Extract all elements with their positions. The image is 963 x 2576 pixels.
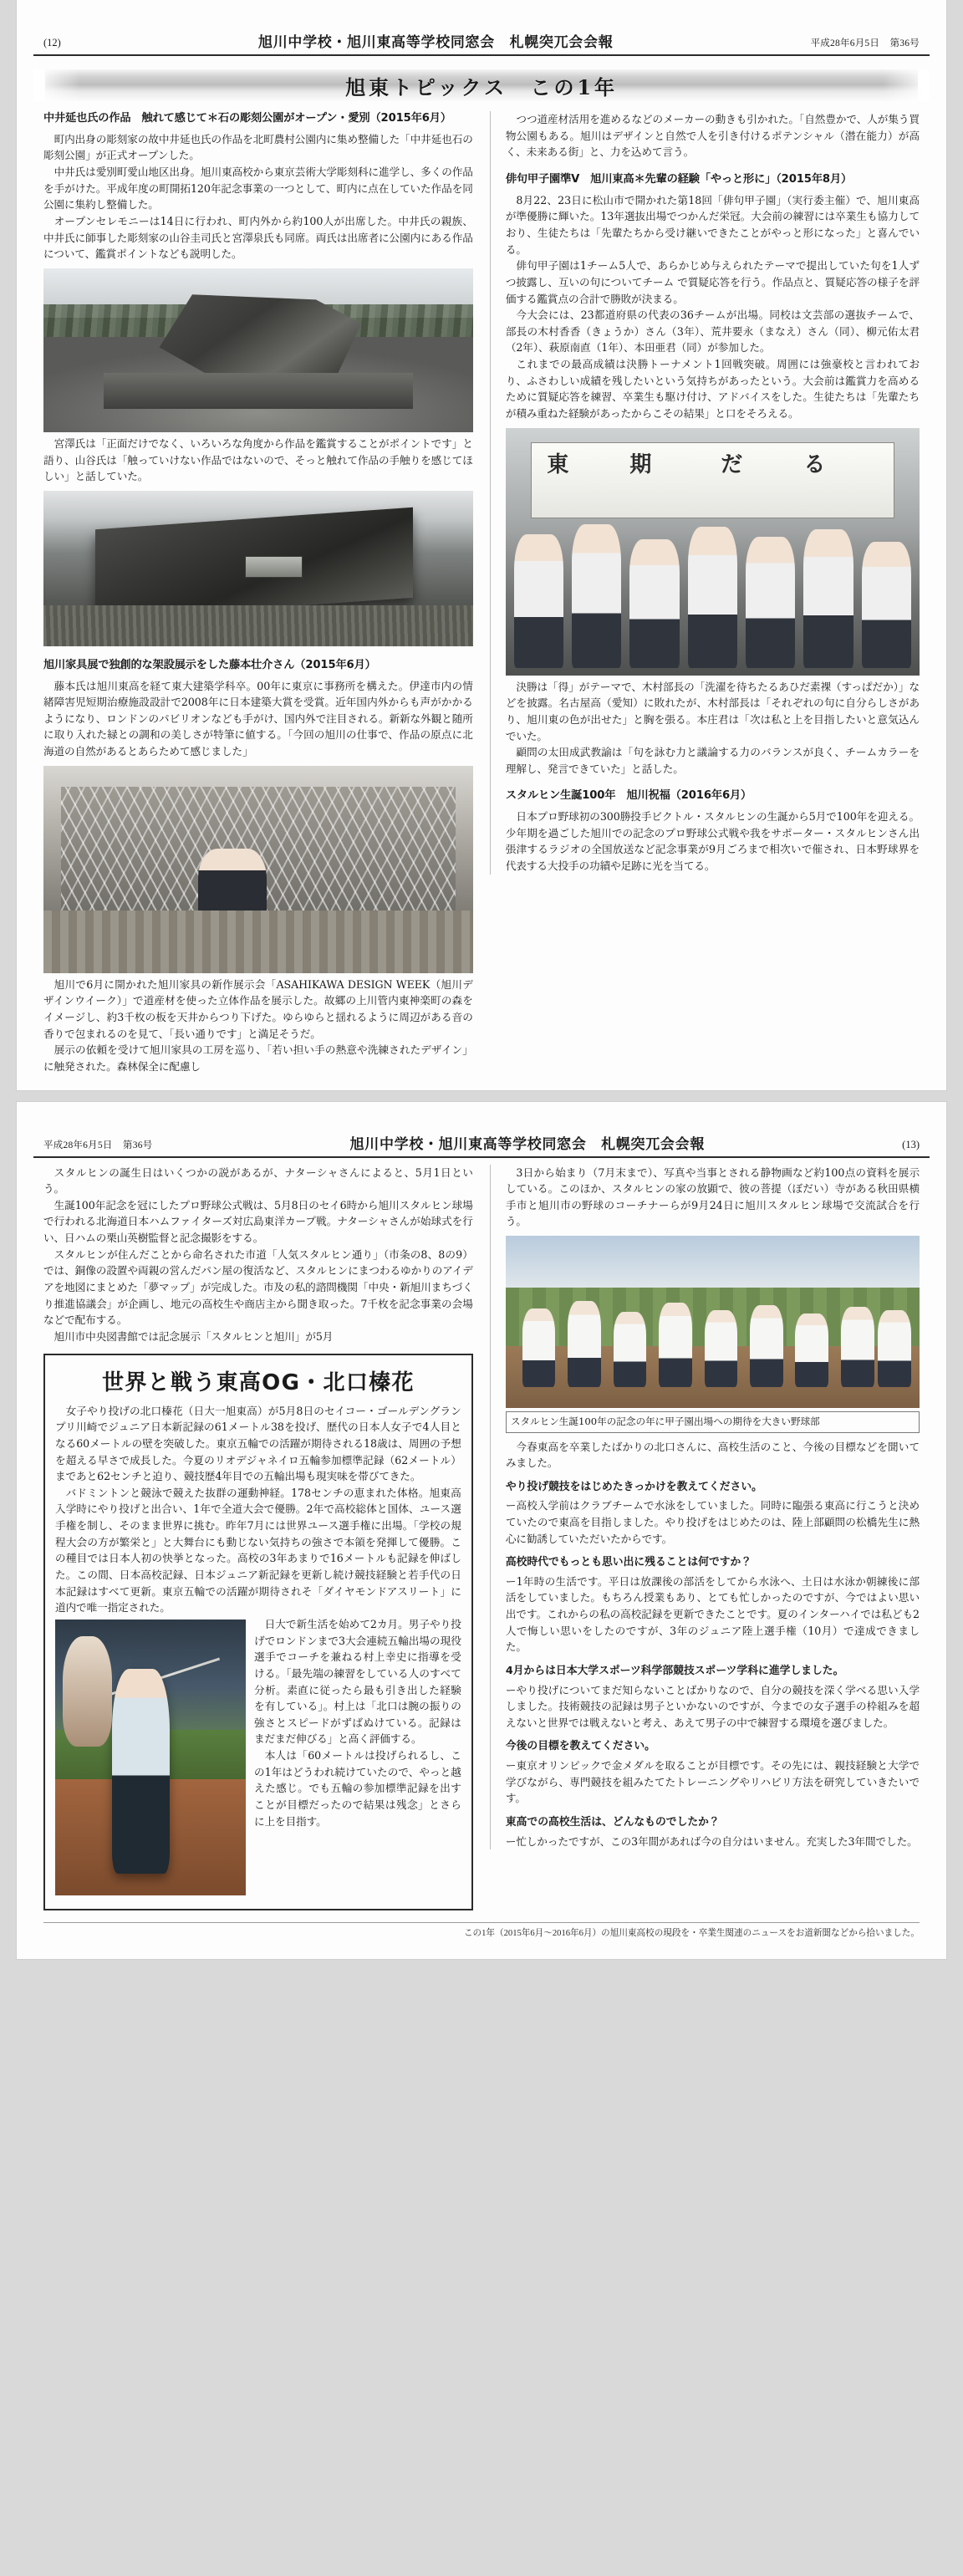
photo-player xyxy=(750,1305,783,1388)
issue-number: 第36号 xyxy=(123,1140,153,1150)
running-head-page-13 xyxy=(33,1114,930,1158)
article-heading-fujimoto: 旭川家具展で独創的な架設展示をした藤本壮介さん（2015年6月） xyxy=(43,658,376,671)
issue-info-right xyxy=(811,36,920,51)
article-paragraph: 旭川で6月に開かれた旭川家具の新作展示会「ASAHIKAWA DESIGN WEEK（旭川デザインウイーク）」で道産材を使った立体作品を展示した。故郷の上川管内東神楽町の森をイメージし、約3千枚の板を天井からつり下げた。ゆらゆらと揺れるように周辺がある音の香りで包まれるのを見て、「長い通りです」と満足そうだ。 xyxy=(43,977,473,1040)
photo-player xyxy=(614,1312,647,1388)
photo-pedestal xyxy=(104,373,413,409)
article-paragraph: 藤本氏は旭川東高を経て東大建築学科卒。00年に東京に事務所を構えた。伊達市内の情緒障害児短期治療施設設計で2008年に日本建築大賞を受賞。近年国内外からも声がかかるようになり、ロンドンのパビリオンなども手がけ、国内外で注目される。新新な外観と随所に取り入れた緑との調和の美しさが特筆に値する。「今回の旭川の仕事で、作品の原点に北海道の自然があるとあらためて感じました」 xyxy=(43,679,473,758)
photo-player xyxy=(878,1310,911,1388)
article-paragraph: つつ道産材活用を進めるなどのメーカーの動きも引かれた。「自然豊かで、人が集う買物公園もある。旭川はデザインと自然で人を引き付けるポテンシャル（潜在能力）が高く、未来ある街」と、力を込めて言う。 xyxy=(505,113,920,159)
feature-paragraph: 本人は「60メートルは投げられるし、この1年はどうわれ続けていたので、やっと越えた感じ。でも五輪の参加標準記録を出すことが目標だったので結果は残念」とさらに上を目指す。 xyxy=(254,1749,461,1828)
photo-student xyxy=(572,524,621,668)
article-heading-starffin: スタルヒン生誕100年 旭川祝福（2016年6月） xyxy=(505,789,752,803)
interview-answer: ー忙しかったですが、この3年間があれば今の自分はいません。充実した3年間でした。 xyxy=(505,1834,918,1848)
photo-player xyxy=(705,1310,738,1388)
page-12-left-column xyxy=(43,111,473,1075)
interview-answer: ー1年時の生活です。平日は放課後の部活をしてから水泳へ、土日は水泳か朝練後に部活をしていました。もちろん授業もあり、とても忙しかったのですが、今ではよい思い出です。これからの私の高校記録を更新できたことです。夏のインターハイでは私ども2人で悔しい思いをしたのですが、3年のジュニア陸上選手権（10月）で達成できました。 xyxy=(505,1574,920,1654)
photo-inner xyxy=(55,1620,246,1895)
photo-student xyxy=(688,527,737,668)
photo-inner xyxy=(43,268,473,432)
page-number-left: (12) xyxy=(43,37,61,48)
feature-paragraph: 女子やり投げの北口榛花（日大一旭東高）が5月8日のセイコー・ゴールデングランプリ川崎でジュニア日本新記録の61メートル38を投げ、歴代の日本人女子で4人目となる60メートルの壁を突破した。東京五輪での活躍が期待される18歳は、周囲の予想を超える早さで成長した。今夏のリオデジャネイロ五輪参加標準記録（62メートル）まであと62センチと迫り、競技歴4年目での五輪出場も現実味を帯びてきた。 xyxy=(55,1404,461,1483)
interview-question: やり投げ競技をはじめたきっかけを教えてください。 xyxy=(505,1480,762,1493)
article-paragraph: 町内出身の彫刻家の故中井延也氏の作品を北町農村公園内に集め整備した「中井延也石の彫刻公園」が正式オープンした。 xyxy=(43,132,473,162)
photo-kanji-glyph: る xyxy=(803,452,826,478)
photo-sculpture xyxy=(155,294,362,380)
page-13-left-column xyxy=(43,1165,473,1910)
page-12-columns xyxy=(33,106,930,1075)
photo-ground xyxy=(43,605,473,645)
article-paragraph: 中井氏は愛別町愛山地区出身。旭川東高校から東京芸術大学彫刻科に進学し、多くの作品を手がけた。平成年度の町開拓120年記念事業の一つとして、町内に点在していた作品を同公園に集約し整備した。 xyxy=(43,166,473,212)
article-paragraph: 8月22、23日に松山市で開かれた第18回「俳句甲子園」（実行委主催）で、旭川東高が準優勝に輝いた。13年選抜出場でつかんだ栄冠。大会前の練習には卒業生も協力しており、生徒たちは「先輩たちから受け継いできたことがやっと形になった」と喜んでいる。 xyxy=(505,193,920,256)
article-paragraph: 決勝は「得」がテーマで、木村部長の「洗濯を待ちたるあひだ素裸（すっぱだか）」などを披露。名古屋高（愛知）に敗れたが、木村部長は「それぞれの句に自分らしさがあり、旭川東の色が出せた」と胸を張る。本庄君は「次は私と上を目指したいと意気込んでいた。 xyxy=(505,680,920,742)
interview-answer: ー高校入学前はクラブチームで水泳をしていました。同時に臨張る東高に行こうと決めていたので東高を目指しました。やり投げをはじめたのは、陸上部顧問の松橋先生に熱心に勧誘していただいたからです。 xyxy=(505,1499,920,1545)
photo-inner xyxy=(43,491,473,646)
issue-info-left xyxy=(43,1138,152,1153)
photo-kanji-glyph: 期 xyxy=(629,452,652,478)
issue-date: 平成28年6月5日 xyxy=(810,38,880,48)
photo-player xyxy=(841,1307,874,1388)
issue-date: 平成28年6月5日 xyxy=(43,1140,113,1150)
article-paragraph: 日本プロ野球初の300勝投手ビクトル・スタルヒンの生誕から5月で100年を迎える。少年期を過ごした旭川での記念のプロ野球公式戦や我をサポーター・スタルヒンさん出張津するラジオの全国放送など記念事業が9月ごろまで相次いで催され、日本野球界を代表する大投手の功績や足跡に光を当てる。 xyxy=(505,810,920,873)
feature-paragraph: 日大で新生活を始めて2カ月。男子やり投げでロンドンまで3大会連続五輪出場の現役選手でコーチを兼ねる村上幸史に指導を受ける。「最先端の練習をしている人のすべて分析。素直に従ったら最も引き出した経験を有している」。村上は「北口は腕の振りの強さとスピードがずばぬけている。記録はまだまだ伸びる」と高く評価する。 xyxy=(254,1617,461,1746)
footer-note: この1年（2015年6月～2016年6月）の旭川東高校の現段を・卒業生関連のニュースをお道新聞などから拾いました。 xyxy=(43,1922,920,1941)
article-paragraph: 3日から始まり（7月末まで）、写真や当事とされる静物画など約100点の資料を展示している。このほか、スタルヒンの家の放顕で、彼の菩提（ぼだい）寺がある秋田県横手市と旭川市の野球のコーチナーらが9月24日に旭川スタルヒン球場で交流試合を行う。 xyxy=(505,1166,920,1228)
article-paragraph: スタルヒンが住んだことから命名された市道「人気スタルヒン通り」（市条の8、8の9）では、銅像の設置や両親の営んだパン屋の復活など、スタルヒンにまつわるゆかりのアイデアを地図にまとめた「夢マップ」が完成した。市及の私的諮問機関「中央・新旭川まちづくり推進協議会」が企画し、地元の高校生や商店主から聞き取った。7千枚を記念事業の会場などで配布する。 xyxy=(43,1247,473,1327)
photo-student xyxy=(803,529,853,668)
article-paragraph: スタルヒンの誕生日はいくつかの説があるが、ナターシャさんによると、5月1日という。 xyxy=(43,1166,473,1196)
page-13-columns xyxy=(33,1160,930,1910)
photo-banner xyxy=(531,442,895,518)
photo-portrait-inset xyxy=(63,1636,112,1747)
page-number-right: (13) xyxy=(902,1138,920,1150)
photo-player xyxy=(659,1303,692,1387)
article-heading-haiku-koshien: 俳句甲子園準V 旭川東高＊先輩の経験「やっと形に」（2015年8月） xyxy=(505,172,853,186)
interview-question: 今後の目標を教えてください。 xyxy=(505,1740,655,1753)
interview-answer: ーやり投げについてまだ知らないことばかりなので、自分の競技を深く学べる思い入学しました。技術競技の記録は男子といかないのですが、今までの女子選手の枠組みを超えないと世界では戦えないと考え、あえて男子の中で練習する環境を選びました。 xyxy=(505,1683,920,1729)
article-paragraph: 俳句甲子園は1チーム5人で、あらかじめ与えられたテーマで提出していた句を1人ずつ披露し、互いの句についてチーム で質疑応答を行う。作品点と、質疑応答の様子を評価する鑑賞点の合計で勝敗が決まる。 xyxy=(505,259,920,305)
interview-question: 高校時代でもっとも思い出に残ることは何ですか？ xyxy=(505,1556,752,1569)
photo-sky xyxy=(506,1236,920,1288)
page-13-right-column xyxy=(490,1165,920,1850)
page-12-right-column xyxy=(490,111,920,875)
photo-player xyxy=(522,1308,556,1388)
photo-inner xyxy=(506,428,920,676)
article-paragraph: 旭川市中央図書館では記念展示「スタルヒンと旭川」が5月 xyxy=(54,1329,334,1343)
photo-black-granite-sculpture xyxy=(43,491,473,646)
masthead-title: 旭川中学校・旭川東高等学校同窓会 札幌突兀会会報 xyxy=(258,34,614,51)
photo-floor xyxy=(43,911,473,972)
article-paragraph: 今大会には、23都道府県の代表の36チームが出場。同校は文芸部の選抜チームで、部長の木村香香（きょうか）さん（3年）、荒井要永（まなえ）さん（同）、柳元佑太君（2年）、萩原南直（1年）、本田亜君（同）が参加した。 xyxy=(505,309,920,355)
article-paragraph: これまでの最高成績は決勝トーナメント1回戦突破。周囲には強豪校と言われており、ふさわしい成績を残したいという気持ちがあったという。大会前は鑑賞力を高めるために質疑応答を練習、卒業生も駆け付け、アドバイスをした。生徒たちは「先輩たちが積み重ねた経験があったからこその結果」と口をそろえる。 xyxy=(505,358,920,420)
photo-player xyxy=(795,1314,828,1388)
photo-asahikawa-design-week xyxy=(43,766,473,973)
section-title: 旭東トピックス この1年 xyxy=(345,74,618,99)
feature-title: 世界と戦う東高OG・北口榛花 xyxy=(102,1370,415,1395)
interview-question: 4月からは日本大学スポーツ科学部競技スポーツ学科に進学しました。 xyxy=(505,1665,844,1678)
photo-kanji-glyph: だ xyxy=(721,452,743,478)
running-head-page-12 xyxy=(33,12,930,56)
photo-student xyxy=(746,537,795,668)
feature-paragraph: バドミントンと競泳で競えた抜群の運動神経。178センチの恵まれた体格。旭東高入学時にやり投げと出合い、1年で全道大会で優勝。2年で高校総体と国体、ユース選手権を制し、そのまま世界に挑む。昨年7月には世界ユース選手権に出場。「学校の規程大会の方が繁栄と」と大舞台にも動じない気持ちの強さで本領を発揮して優勝。この種目では日本人初の快挙となった。高校の3年あまりで16メートルも記録を伸ばした。この間、日本高校記録、日本ジュニア新記録を更新し続け競技経験と若手代の日本記録はすべて更新。東京五輪での活躍が期待されそ「ダイヤモンドアスリート」に道内で唯一指定された。 xyxy=(55,1486,461,1614)
photo-baseball-team xyxy=(506,1236,920,1408)
photo-caption-baseball: スタルヒン生誕100年の記念の年に甲子園出場への期待を大きい野球部 xyxy=(506,1411,920,1432)
interview-intro: 今春東高を卒業したばかりの北口さんに、高校生活のこと、今後の目標などを聞いてみました。 xyxy=(505,1440,920,1470)
photo-kitaguchi-javelin xyxy=(55,1620,246,1895)
feature-box-kitaguchi xyxy=(43,1354,473,1910)
issue-number: 第36号 xyxy=(889,38,920,48)
page-13 xyxy=(17,1102,946,1959)
photo-haiku-koshien-team xyxy=(506,428,920,676)
interview-question: 東高での高校生活は、どんなものでしたか？ xyxy=(505,1815,720,1829)
article-paragraph: 顧問の太田成武教諭は「句を詠む力と議論する力のバランスが良く、チームカラーを理解し、発言できていた」と話した。 xyxy=(505,746,920,775)
page-12 xyxy=(17,0,946,1090)
article-paragraph: 展示の依頼を受けて旭川家具の工房を巡り、「若い担い手の熱意や洗練されたデザイン」に触発された。森林保全に配慮し xyxy=(43,1043,473,1073)
photo-kanji-glyph: 東 xyxy=(547,452,569,478)
section-banner xyxy=(45,69,918,101)
photo-name-plate xyxy=(245,556,303,578)
masthead-title: 旭川中学校・旭川東高等学校同窓会 札幌突兀会会報 xyxy=(349,1135,705,1153)
article-paragraph: 宮澤氏は「正面だけでなく、いろいろな角度から作品を鑑賞することがポイントです」と語り、山谷氏は「触っていけない作品ではないので、そっと触れて作品の手触りを感じてほしい」と話していた。 xyxy=(43,436,473,483)
photo-inner xyxy=(43,766,473,973)
photo-athlete xyxy=(112,1669,169,1873)
page-separator xyxy=(0,1090,963,1102)
photo-student xyxy=(629,539,679,668)
photo-player xyxy=(568,1301,601,1387)
photo-inner xyxy=(506,1236,920,1408)
article-paragraph: オープンセレモニーは14日に行われ、町内外から約100人が出席した。中井氏の親族、中井氏に師事した彫刻家の山谷圭司氏と宮澤泉氏も同席。両氏は出席者に公園内にある作品について、鑑賞ポイントなども説明した。 xyxy=(43,214,473,261)
article-paragraph: 生誕100年記念を冠にしたプロ野球公式戦は、5月8日のセイ6時から旭川スタルヒン球場で行われる北海道日本ハムファイターズ対広島東洋カープ戦。ナターシャさんが始球式を行い、日ハムの栗山英樹監督と記念撮影をする。 xyxy=(43,1198,473,1245)
photo-student xyxy=(514,534,563,668)
interview-answer: ー東京オリンピックで金メダルを取ることが目標です。その先には、親技経験と大学で学びながら、専門競技を組みたてたトレーニングやリハビリ方法を研究していきたいです。 xyxy=(505,1759,920,1805)
photo-student xyxy=(862,542,911,668)
article-heading-nakai: 中井延也氏の作品 触れて感じて＊石の彫刻公園がオープン・愛別（2015年6月） xyxy=(43,112,451,125)
photo-stone-sculpture-park xyxy=(43,268,473,432)
